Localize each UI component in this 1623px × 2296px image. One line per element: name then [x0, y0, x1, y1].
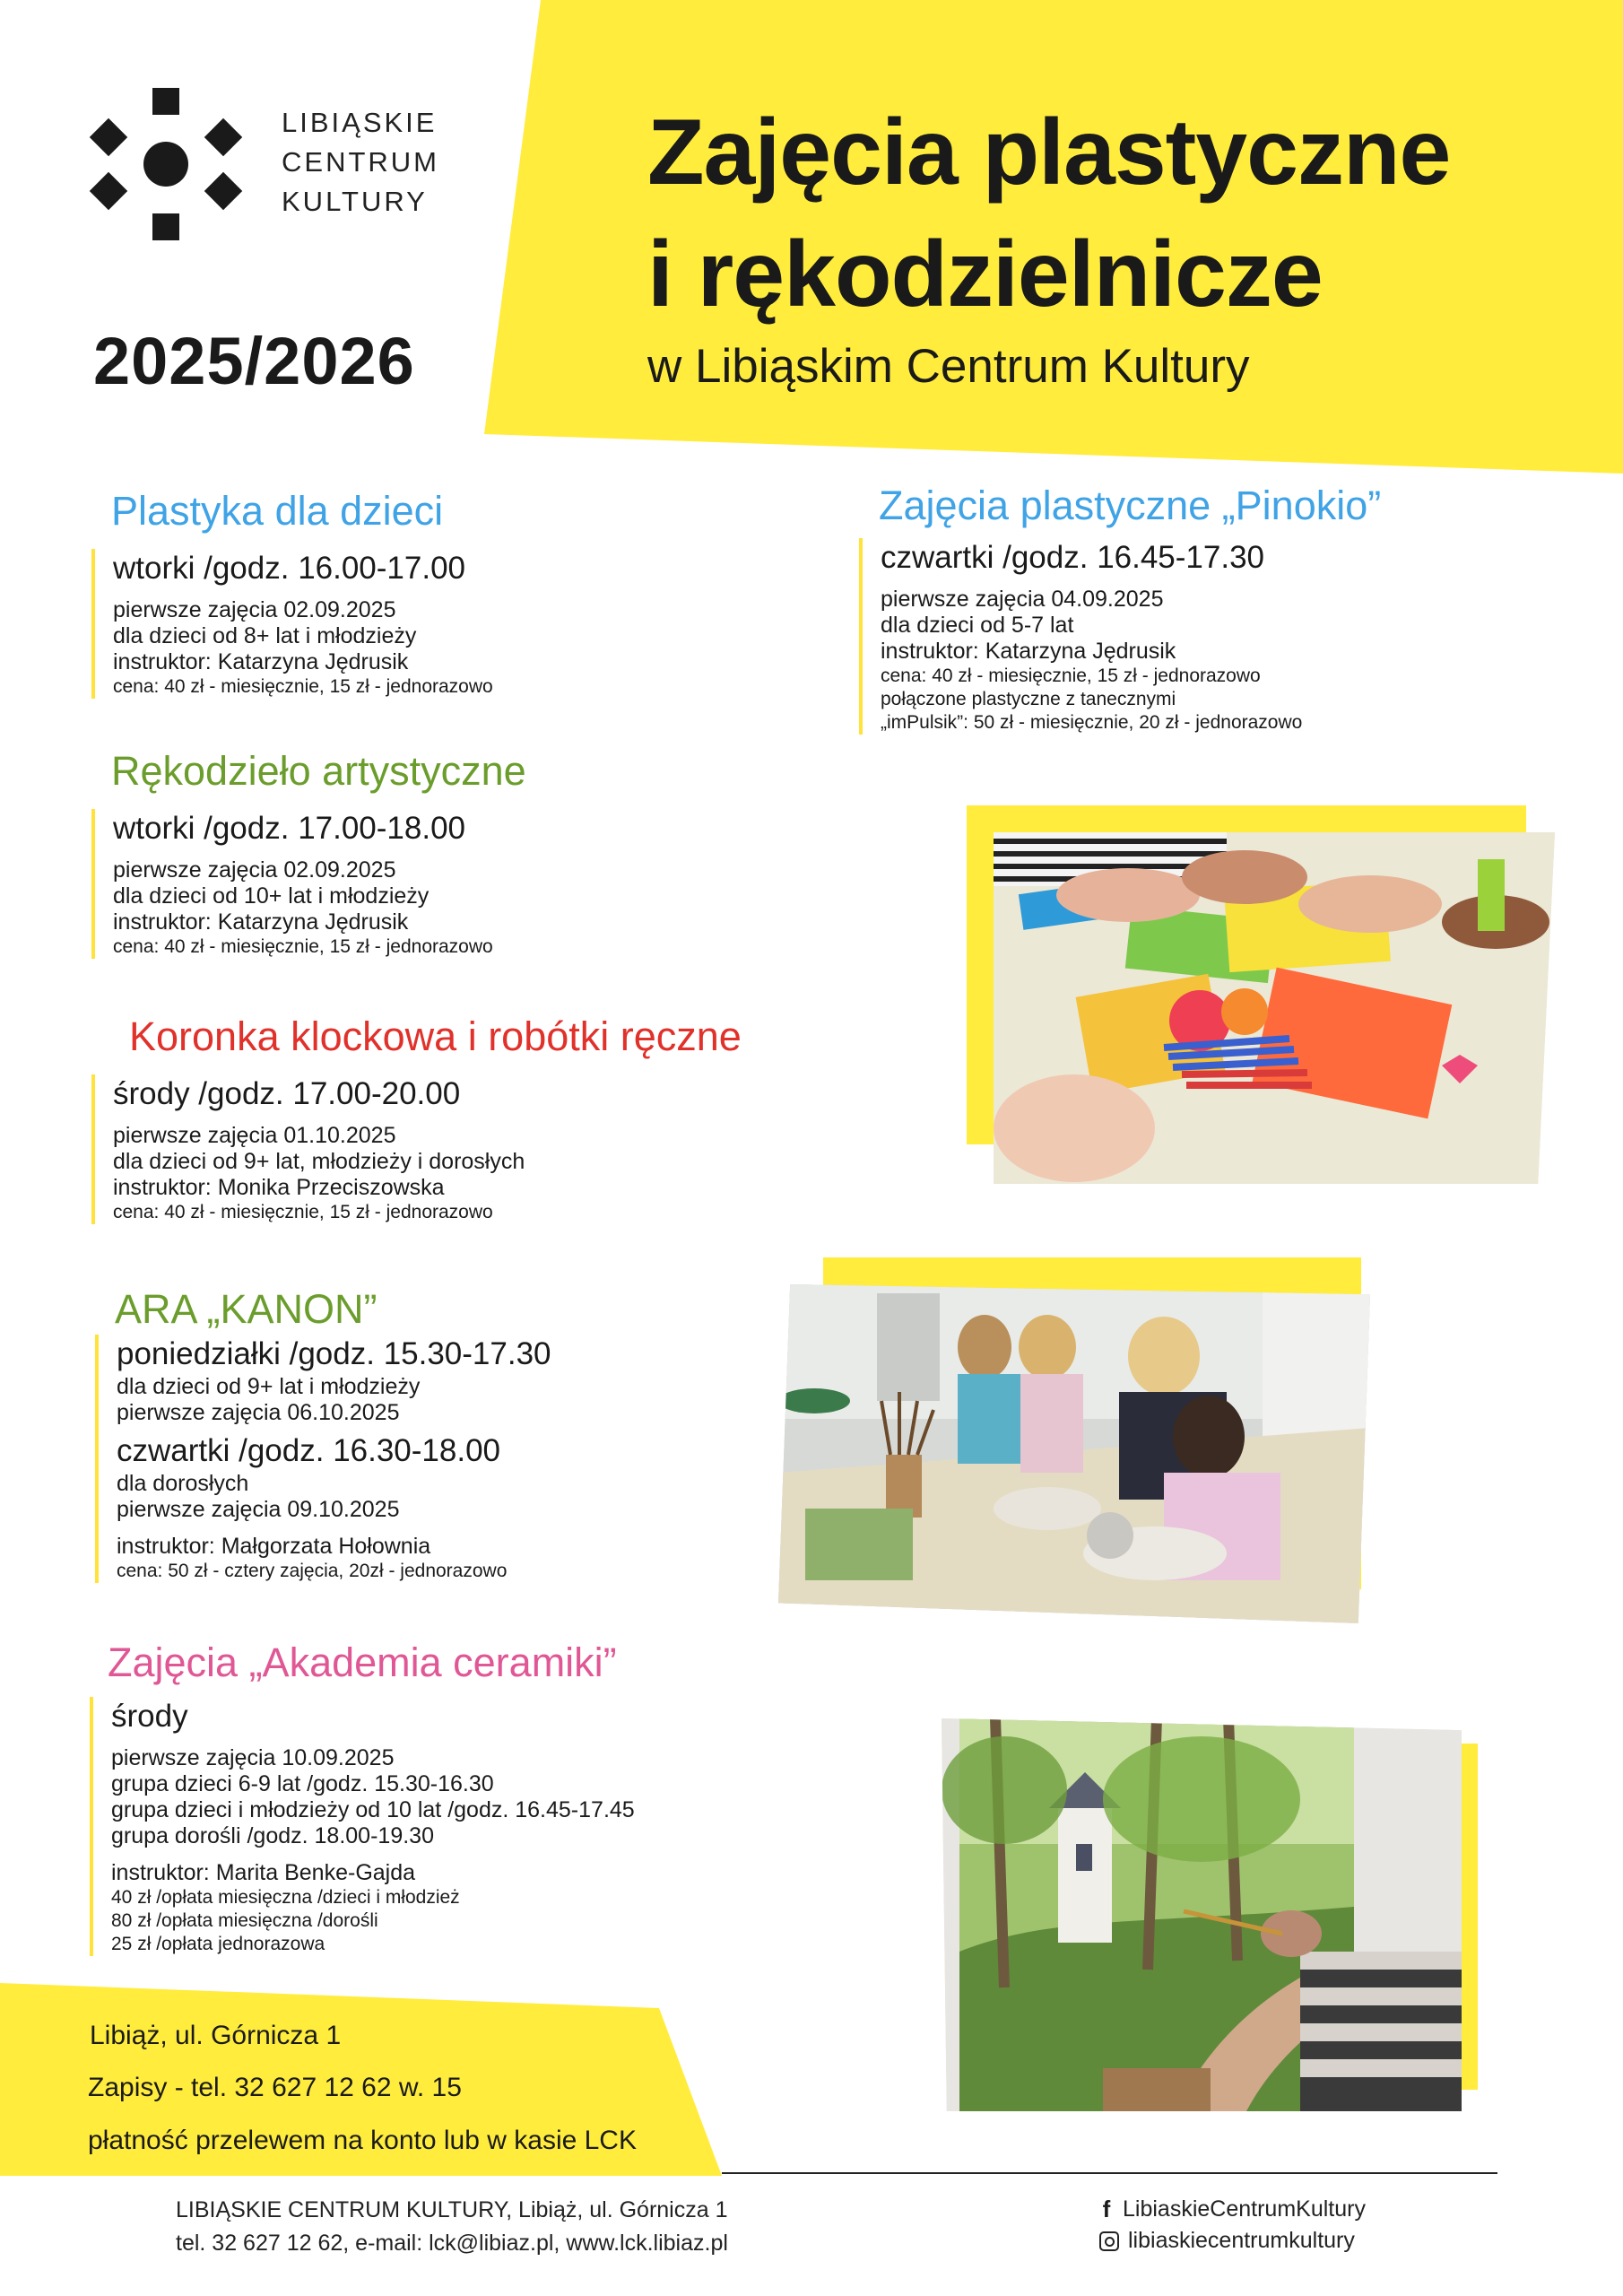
price: cena: 50 zł - cztery zajęcia, 20zł - jednorazowo [117, 1561, 508, 1581]
schedule: środy [111, 1699, 188, 1734]
price: cena: 40 zł - miesięcznie, 15 zł - jednorazowo [113, 676, 493, 697]
photo-painting [942, 1718, 1462, 2111]
age-group: dla dzieci od 5-7 lat [881, 613, 1074, 638]
org-address: LIBIĄSKIE CENTRUM KULTURY, Libiąż, ul. Górnicza 1 [176, 2197, 728, 2222]
age-group: dla dzieci od 8+ lat i młodzieży [113, 623, 417, 648]
facebook-handle: LibiaskieCentrumKultury [1123, 2196, 1366, 2222]
first-class: pierwsze zajęcia 04.09.2025 [881, 587, 1164, 612]
first-class-2: pierwsze zajęcia 09.10.2025 [117, 1497, 400, 1522]
first-class: pierwsze zajęcia 02.09.2025 [113, 857, 396, 883]
org-contact: tel. 32 627 12 62, e-mail: lck@libiaz.pl, www.lck.libiaz.pl [176, 2231, 728, 2256]
course-title-pinokio: Zajęcia plastyczne „Pinokio” [879, 483, 1382, 528]
combo-note: połączone plastyczne z tanecznymi [881, 689, 1176, 709]
first-class: pierwsze zajęcia 10.09.2025 [111, 1745, 395, 1770]
price: cena: 40 zł - miesięcznie, 15 zł - jednorazowo [881, 665, 1261, 686]
footer-divider [722, 2172, 1497, 2174]
price-children: 40 zł /opłata miesięczna /dzieci i młodzież [111, 1887, 460, 1908]
first-class: pierwsze zajęcia 01.10.2025 [113, 1123, 396, 1148]
instagram-handle: libiaskiecentrumkultury [1128, 2228, 1355, 2253]
group-youth: grupa dzieci i młodzieży od 10 lat /godz. 16.45-17.45 [111, 1797, 635, 1822]
logo-line-1: LIBIĄSKIE [282, 107, 438, 138]
photo-ceramics-class [778, 1284, 1370, 1623]
title-line-2: i rękodzielnicze [647, 222, 1323, 326]
group-children: grupa dzieci 6-9 lat /godz. 15.30-16.30 [111, 1771, 494, 1796]
schedule: wtorki /godz. 17.00-18.00 [113, 811, 466, 846]
course-block-kanon [95, 1335, 655, 1583]
age-group: dla dzieci od 10+ lat i młodzieży [113, 883, 430, 909]
first-class: pierwsze zajęcia 02.09.2025 [113, 597, 396, 622]
course-block-plastyka [91, 549, 615, 699]
instagram-link[interactable] [1099, 2228, 1355, 2254]
schedule-2: czwartki /godz. 16.30-18.00 [117, 1433, 501, 1468]
course-block-ceramika [90, 1697, 721, 1956]
combo-price: „imPulsik”: 50 zł - miesięcznie, 20 zł - jednorazowo [881, 712, 1303, 733]
page-subtitle: w Libiąskim Centrum Kultury [647, 340, 1250, 393]
age-group-1: dla dzieci od 9+ lat i młodzieży [117, 1374, 421, 1399]
price: cena: 40 zł - miesięcznie, 15 zł - jednorazowo [113, 1202, 493, 1222]
season-year: 2025/2026 [93, 324, 415, 398]
course-title-koronka: Koronka klockowa i robótki ręczne [129, 1013, 742, 1059]
instructor: instruktor: Marita Benke-Gajda [111, 1860, 416, 1885]
instructor: instruktor: Katarzyna Jędrusik [881, 639, 1176, 664]
price-adults: 80 zł /opłata miesięczna /dorośli [111, 1910, 378, 1931]
schedule-1: poniedziałki /godz. 15.30-17.30 [117, 1336, 551, 1371]
footer-address: Libiąż, ul. Górnicza 1 [90, 2021, 342, 2050]
schedule: czwartki /godz. 16.45-17.30 [881, 540, 1265, 575]
photo-paper-crafts [994, 832, 1555, 1184]
logo-line-2: CENTRUM [282, 146, 439, 178]
age-group-2: dla dorosłych [117, 1471, 249, 1496]
facebook-link[interactable] [1099, 2196, 1366, 2223]
logo-text [282, 103, 439, 222]
schedule: środy /godz. 17.00-20.00 [113, 1076, 461, 1111]
course-block-rekodzielo [91, 809, 615, 959]
instructor: instruktor: Katarzyna Jędrusik [113, 649, 409, 674]
page-title [647, 91, 1598, 335]
instructor: instruktor: Małgorzata Hołownia [117, 1534, 431, 1559]
title-line-1: Zajęcia plastyczne [647, 100, 1451, 204]
course-block-pinokio [859, 538, 1419, 735]
facebook-icon: f [1102, 2196, 1111, 2222]
schedule: wtorki /godz. 16.00-17.00 [113, 551, 466, 586]
logo-mark [90, 88, 242, 240]
course-title-kanon: ARA „KANON” [115, 1286, 378, 1332]
age-group: dla dzieci od 9+ lat, młodzieży i dorosłych [113, 1149, 525, 1174]
instructor: instruktor: Katarzyna Jędrusik [113, 909, 409, 935]
footer-payment: płatność przelewem na konto lub w kasie LCK [88, 2126, 637, 2155]
instructor: instruktor: Monika Przeciszowska [113, 1175, 445, 1200]
course-title-plastyka: Plastyka dla dzieci [111, 488, 444, 534]
course-title-ceramika: Zajęcia „Akademia ceramiki” [108, 1639, 617, 1685]
price-single: 25 zł /opłata jednorazowa [111, 1934, 325, 1954]
instagram-icon [1099, 2231, 1119, 2251]
price: cena: 40 zł - miesięcznie, 15 zł - jednorazowo [113, 936, 493, 957]
group-adults: grupa dorośli /godz. 18.00-19.30 [111, 1823, 434, 1848]
first-class-1: pierwsze zajęcia 06.10.2025 [117, 1400, 400, 1425]
logo-line-3: KULTURY [282, 186, 428, 217]
footer-signup: Zapisy - tel. 32 627 12 62 w. 15 [88, 2073, 462, 2102]
course-title-rekodzielo: Rękodzieło artystyczne [111, 748, 526, 794]
course-block-koronka [91, 1074, 669, 1224]
